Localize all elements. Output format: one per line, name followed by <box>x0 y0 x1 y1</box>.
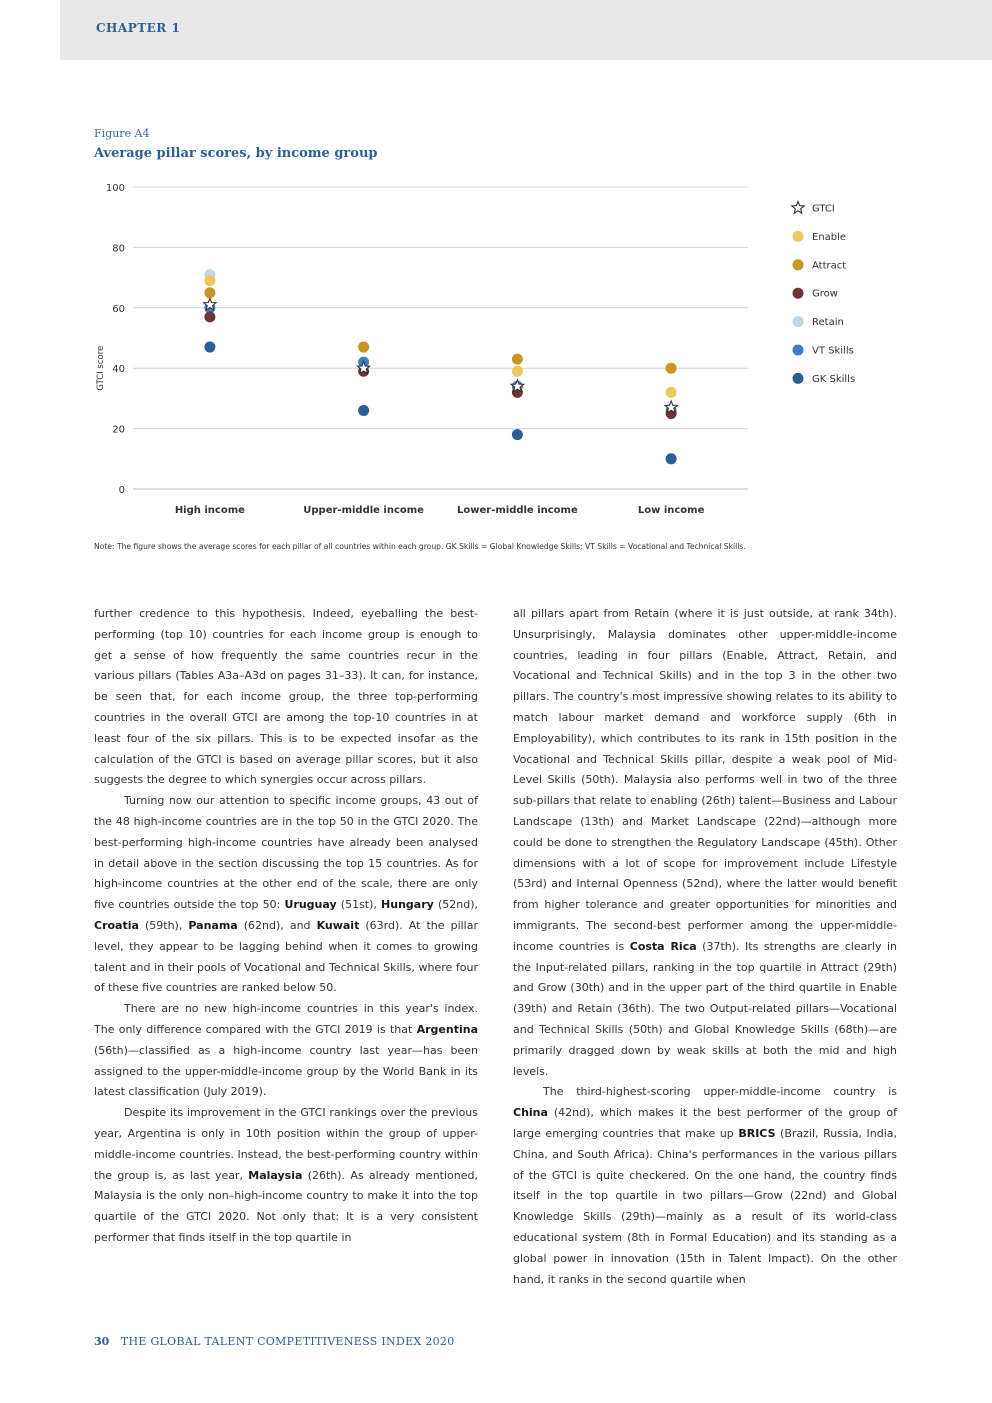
text-run: all pillars apart from Retain (where it is just outside, at rank 34th). Unsurprisingly, Malaysia dominates other upper-middle-income countries, leading in four pillars (Enable, Attract, Retain, and Vocational and Technical Skills) and in the top 3 in the other two pillars. The country's most impressive showing relates to its ability to match labour market demand and workforce supply (6th in Employability), which contributes to its rank in 15th position in the Vocational and Technical Skills pillar, despite a weak pool of Mid-Level Skills (50th). Malaysia also performs well in two of the three sub-pillars that relate to enabling (26th) talent—Business and Labour Landscape (13th) and Market Landscape (22nd)—although more could be done to strengthen the Regulatory Landscape (45th). Other dimensions with a lot of scope for improvement include Lifestyle (53rd) and Internal Openness (52nd), where the latter would benefit from higher tolerance and greater opportunities for minorities and immigrants. The second-best performer among the upper-middle-income countries is <box>513 607 897 953</box>
figure-note: Note: The figure shows the average scores for each pillar of all countries within each group. GK Skills = Global Knowledge Skills; VT Skills = Vocational and Technical Skills. <box>94 542 746 551</box>
point-attract <box>666 363 677 374</box>
y-tick-label: 100 <box>105 183 125 194</box>
text-run: (62nd), and <box>237 918 317 932</box>
body-column-left <box>94 604 478 1249</box>
legend-marker-grow <box>793 288 804 299</box>
body-column-right <box>513 604 897 1290</box>
y-tick-label: 20 <box>112 424 125 436</box>
publication-title: THE GLOBAL TALENT COMPETITIVENESS INDEX 2020 <box>120 1335 455 1348</box>
legend-label: Attract <box>812 260 847 272</box>
y-tick-label: 0 <box>118 485 125 496</box>
page-footer <box>94 1335 455 1348</box>
y-axis-label: GTCI score <box>96 345 106 391</box>
x-category-label: Low income <box>637 505 705 516</box>
y-tick-label: 60 <box>112 303 125 315</box>
x-category-label: Upper-middle income <box>303 505 424 516</box>
bold-term: Kuwait <box>316 918 360 932</box>
point-attract <box>358 342 369 353</box>
legend-label: VT Skills <box>812 345 854 357</box>
paragraph <box>94 604 478 791</box>
x-category-label: Lower-middle income <box>457 505 578 516</box>
text-run: (56th)—classified as a high-income country last year—has been assigned to the upper-middle-income group by the World Bank in its latest classification (July 2019). <box>94 1043 478 1099</box>
text-run: (52nd), <box>433 898 478 912</box>
legend-label: Retain <box>812 317 844 329</box>
bold-term: Panama <box>188 918 238 932</box>
bold-term: Uruguay <box>284 898 337 912</box>
legend-marker-enable <box>793 231 804 242</box>
header-band <box>60 0 992 60</box>
legend-marker-attract <box>793 259 804 270</box>
paragraph <box>94 999 478 1103</box>
legend-marker-retain <box>793 316 804 327</box>
paragraph <box>513 1082 897 1290</box>
y-tick-label: 40 <box>112 364 125 376</box>
text-run: Despite its improvement in the GTCI rankings over the previous year, Argentina is only in 10th position within the group of upper-middle-income countries. Instead, the best-performing country within the group is, as last year, <box>94 1106 478 1182</box>
bold-term: Argentina <box>416 1022 478 1036</box>
bold-term: China <box>513 1106 548 1120</box>
text-run: (26th). As already mentioned, Malaysia is the only non–high-income country to make it into the top quartile of the GTCI 2020. Not only that: It is a very consistent performer that finds itself in the top quartile in <box>94 1168 478 1244</box>
text-run: (59th), <box>138 918 189 932</box>
bold-term: Hungary <box>381 898 434 912</box>
point-enable <box>666 387 677 398</box>
legend-label: Grow <box>812 288 838 300</box>
point-gk-skills <box>358 405 369 416</box>
figure-number: Figure A4 <box>94 127 150 140</box>
point-enable <box>204 275 215 286</box>
point-gk-skills <box>666 453 677 464</box>
legend-marker-vt-skills <box>793 345 804 356</box>
point-grow <box>204 311 215 322</box>
text-run: (37th). Its strengths are clearly in the Input-related pillars, ranking in the top quartile in Attract (29th) and Grow (30th) and in the upper part of the third quartile in Enable (39th) and Retain (36th). The two Output-related pillars—Vocational and Technical Skills (50th) and Global Knowledge Skills (68th)—are primarily dragged down by weak skills at both the mid and high levels. <box>513 939 897 1078</box>
x-category-label: High income <box>174 505 245 516</box>
paragraph <box>94 791 478 999</box>
page-number: 30 <box>94 1335 110 1348</box>
bold-term: Malaysia <box>248 1168 303 1182</box>
point-enable <box>512 366 523 377</box>
y-tick-label: 80 <box>112 243 125 255</box>
text-run: (63rd). At the pillar level, they appear to be lagging behind when it comes to growing talent and in their pools of Vocational and Technical Skills, where four of these five countries are ranked below 50. <box>94 918 478 995</box>
chapter-label: CHAPTER 1 <box>96 21 181 35</box>
legend-label: Enable <box>812 231 847 243</box>
paragraph <box>513 604 897 1082</box>
text-run: (Brazil, Russia, India, China, and South Africa). China's performances in the various pillars of the GTCI is quite checkered. On the one hand, the country finds itself in the top quartile in two pillars—Grow (22nd) and Global Knowledge Skills (29th)—mainly as a result of its world-class educational system (8th in Formal Education) and its standing as a global power in innovation (15th in Talent Impact). On the other hand, it ranks in the second quartile when <box>513 1126 897 1286</box>
text-run: further credence to this hypothesis. Indeed, eyeballing the best-performing (top 10) countries for each income group is enough to get a sense of how frequently the same countries recur in the various pillars (Tables A3a–A3d on pages 31–33). It can, for instance, be seen that, for each income group, the three top-performing countries in the overall GTCI are among the top-10 countries in at least four of the six pillars. This is to be expected insofar as the calculation of the GTCI is based on average pillar scores, but it also suggests the degree to which synergies occur across pillars. <box>94 607 478 787</box>
figure-title: Average pillar scores, by income group <box>94 146 378 161</box>
text-run: (51st), <box>336 898 382 912</box>
point-attract <box>204 287 215 298</box>
legend-label: GK Skills <box>812 373 856 385</box>
legend-label: GTCI <box>812 203 835 215</box>
bold-term: Croatia <box>94 918 139 932</box>
paragraph <box>94 1103 478 1249</box>
point-gk-skills <box>204 342 215 353</box>
scatter-chart <box>0 175 992 535</box>
legend-marker-gk-skills <box>793 373 804 384</box>
point-gk-skills <box>512 429 523 440</box>
text-run: (42nd), which makes it the best performer of the group of large emerging countries that make up <box>513 1106 897 1140</box>
text-run: There are no new high-income countries in this year's index. The only difference compared with the GTCI 2019 is that <box>94 1002 478 1036</box>
text-run: Turning now our attention to specific income groups, 43 out of the 48 high-income countries are in the top 50 in the GTCI 2020. The best-performing high-income countries have already been analysed in detail above in the section discussing the top 15 countries. As for high-income countries at the other end of the scale, there are only five countries outside the top 50: <box>94 794 478 912</box>
bold-term: BRICS <box>738 1126 776 1140</box>
text-run: The third-highest-scoring upper-middle-income country is <box>543 1085 897 1099</box>
bold-term: Costa Rica <box>629 939 697 953</box>
point-attract <box>512 354 523 365</box>
legend-marker-gtci <box>792 202 804 214</box>
